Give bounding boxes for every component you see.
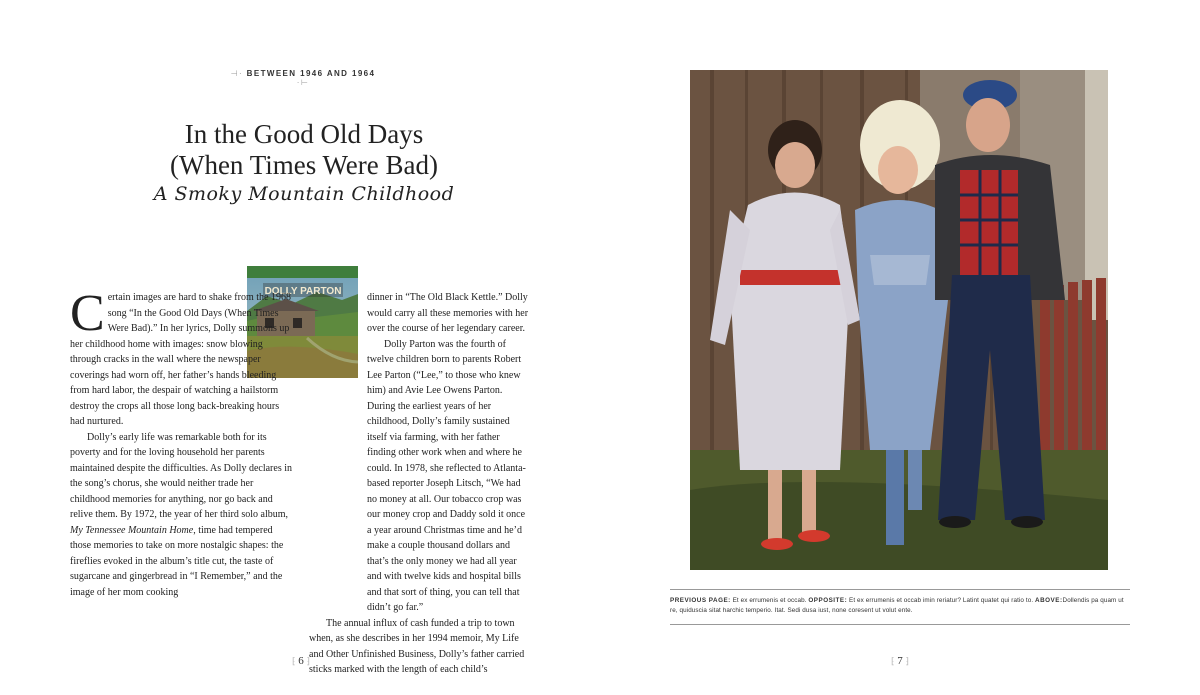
column-2-intro xyxy=(309,290,531,616)
caption-label-previous: PREVIOUS PAGE: xyxy=(670,597,731,604)
folio-ornament-icon: ⁆ xyxy=(306,656,311,666)
kicker-text: BETWEEN 1946 AND 1964 xyxy=(246,69,376,78)
photo-caption xyxy=(670,589,1130,625)
paragraph-5: The annual influx of cash funded a trip to town when, as she describes in her 1994 memoir, My Life and Other Unfinished Business, Dolly’s father carried sticks marked with the length of each child’s xyxy=(309,617,525,675)
chapter-subtitle: A Smoky Mountain Childhood xyxy=(153,183,455,205)
paragraph-1-text: ertain images are hard to shake from the 1968 song “In the Good Old Days (When Times Were Bad).” In her lyrics, Dolly summons up her childhood home with images: snow blowing through cracks in the wall where the newspaper coverings had worn off, her father’s hands bleeding from hard labor, the despair of watching a hailstorm destroy the crops all those long back-breaking hours had nurtured. xyxy=(70,292,291,427)
caption-text-opposite: Et ex errumenis et occab imin reriatur? Latint quatet qui ratio to. xyxy=(847,597,1036,604)
section-kicker xyxy=(230,69,376,87)
paragraph-2-text-a: Dolly’s early life was remarkable both for its poverty and for the loving household her parents maintained despite the difficulties. As Dolly declares in the song’s chorus, she would neither trade her childhood memories for anything, nor go back and relive them. By 1972, the year of her third solo album, xyxy=(70,431,292,520)
caption-label-above: ABOVE: xyxy=(1035,597,1063,604)
drop-cap: C xyxy=(70,285,105,342)
page-number-7: 7 xyxy=(897,655,903,667)
chapter-title-line-1: In the Good Old Days xyxy=(184,119,424,149)
body-column-1 xyxy=(70,285,292,600)
album-title: DOLLY PARTON xyxy=(264,286,342,297)
paragraph-4: Dolly Parton was the fourth of twelve children born to parents Robert Lee Parton (“Lee,” to those who knew him) and Avie Lee Owens Parton. During the earliest years of her childhood, Dolly’s family sustained itself via farming, with her father finding other work when and where he could. In 1978, she reflected to Atlanta-based reporter Joseph Litsch, “We had no money at all. Our tobacco crop was our money crop and Daddy sold it once a year around Christmas time and he’d make a couple thousand dollars and that’s the only money we had all year and with twelve kids and hospital bills and that sort of thing, you can tell that didn’t go far.” xyxy=(367,338,526,613)
family-photo xyxy=(690,70,1108,570)
caption-text-above: Dollendis pa quam ut re, quiduscia sitat harchic temperio. Itat. Sedi dusa iust, none coresent ut volut ente. xyxy=(670,597,1124,614)
caption-label-opposite: OPPOSITE: xyxy=(808,597,848,604)
chapter-title xyxy=(110,119,498,181)
folio-ornament-icon: ⁅ xyxy=(890,656,895,666)
ornament-left-icon: ⊣· xyxy=(230,69,244,78)
ornament-right-icon: ·⊢ xyxy=(296,78,310,87)
caption-text-previous: Et ex errumenis et occab. xyxy=(730,597,809,604)
page-number-6: 6 xyxy=(298,655,304,667)
right-page xyxy=(600,0,1200,695)
folio-ornament-icon: ⁆ xyxy=(905,656,910,666)
paragraph-2 xyxy=(70,430,292,601)
paragraph-3: dinner in “The Old Black Kettle.” Dolly would carry all these memories with her over the course of her legendary career. xyxy=(367,292,529,334)
body-column-2 xyxy=(306,290,531,678)
page-number-right xyxy=(880,655,920,667)
paragraph-1 xyxy=(70,285,292,430)
chapter-title-line-2: (When Times Were Bad) xyxy=(169,150,439,180)
album-title-italic: My Tennessee Mountain Home xyxy=(70,524,194,536)
page-number-left xyxy=(281,655,321,667)
family-photo-illustration xyxy=(690,70,1108,570)
folio-ornament-icon: ⁅ xyxy=(291,656,296,666)
paragraph-2-text-b: , time had tempered those memories to take on more nostalgic shapes: the fireflies evoked in the album’s title cut, the taste of sugarcane and gingerbread in “I Remember,” and the image of her mom cooking xyxy=(70,524,284,598)
